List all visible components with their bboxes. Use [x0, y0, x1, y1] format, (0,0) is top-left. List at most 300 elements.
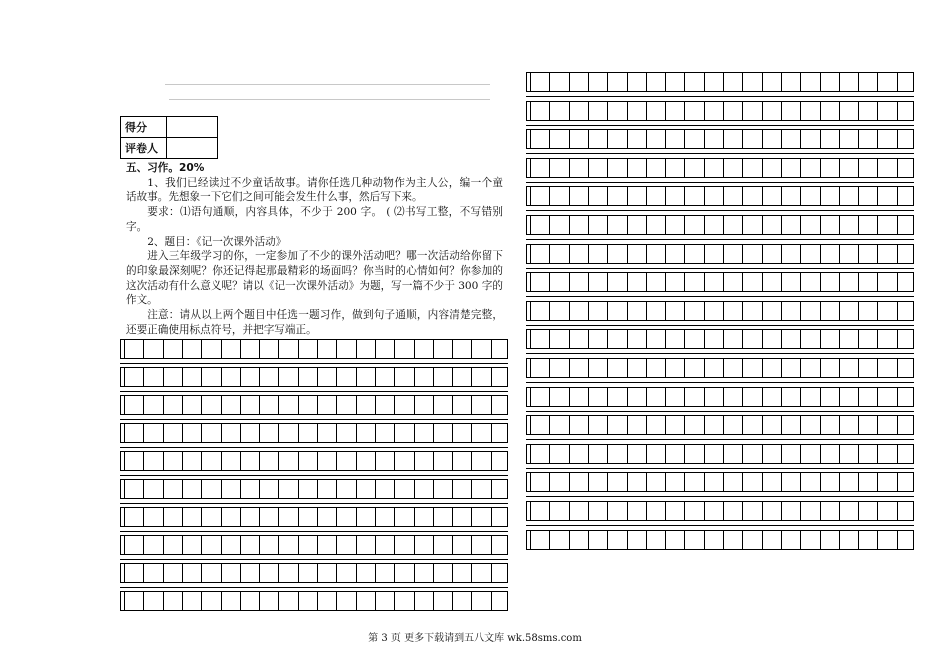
grid-cell-line [182, 340, 183, 358]
grid-cell-line [877, 302, 878, 320]
grid-cell-line [588, 130, 589, 148]
grid-cell-line [530, 130, 531, 148]
grid-cell-line [317, 368, 318, 386]
grid-cell-line [684, 531, 685, 549]
grid-cell-line [723, 330, 724, 348]
grid-cell-line [858, 445, 859, 463]
grid-cell-line [143, 340, 144, 358]
grid-cell-line [839, 245, 840, 263]
writing-section [126, 161, 503, 337]
grid-row[interactable] [526, 101, 914, 121]
grid-cell-line [646, 102, 647, 120]
grid-cell-line [124, 396, 125, 414]
grid-row[interactable] [526, 272, 914, 292]
grid-cell-line [259, 452, 260, 470]
grid-cell-line [569, 130, 570, 148]
grid-cell-line [627, 273, 628, 291]
grid-cell-line [530, 473, 531, 491]
grid-cell-line [684, 416, 685, 434]
grid-cell-line [201, 452, 202, 470]
grid-cell-line [684, 302, 685, 320]
grid-row-separator [526, 468, 914, 469]
grid-row[interactable] [120, 423, 508, 443]
grid-cell-line [433, 424, 434, 442]
grid-cell-line [684, 159, 685, 177]
grid-cell-line [665, 273, 666, 291]
grid-cell-line [839, 302, 840, 320]
grid-cell-line [665, 416, 666, 434]
grid-cell-line [394, 368, 395, 386]
grid-cell-line [665, 130, 666, 148]
grid-cell-line [800, 216, 801, 234]
grid-cell-line [588, 473, 589, 491]
grid-cell-line [858, 245, 859, 263]
grid-row[interactable] [526, 387, 914, 407]
grid-cell-line [704, 273, 705, 291]
grid-cell-line [452, 564, 453, 582]
grid-cell-line [723, 531, 724, 549]
grid-cell-line [839, 445, 840, 463]
grid-cell-line [530, 445, 531, 463]
grid-cell-line [394, 480, 395, 498]
grid-cell-line [723, 302, 724, 320]
grid-row[interactable] [120, 535, 508, 555]
grid-cell-line [646, 216, 647, 234]
grid-cell-line [182, 592, 183, 610]
grid-row-separator [526, 439, 914, 440]
grid-cell-line [877, 102, 878, 120]
grid-cell-line [800, 359, 801, 377]
grid-cell-line [781, 159, 782, 177]
grid-cell-line [336, 508, 337, 526]
grid-row-separator [526, 382, 914, 383]
grid-cell-line [684, 473, 685, 491]
grid-cell-line [877, 187, 878, 205]
grid-cell-line [607, 445, 608, 463]
grid-cell-line [665, 245, 666, 263]
grid-cell-line [800, 273, 801, 291]
grid-cell-line [627, 302, 628, 320]
grid-cell-line [182, 564, 183, 582]
grid-cell-line [471, 536, 472, 554]
grid-cell-line [762, 159, 763, 177]
grid-cell-line [723, 245, 724, 263]
grid-cell-line [781, 216, 782, 234]
grid-cell-line [452, 452, 453, 470]
grid-cell-line [414, 480, 415, 498]
grid-cell-line [356, 396, 357, 414]
grid-cell-line [665, 187, 666, 205]
grid-cell-line [221, 368, 222, 386]
grid-cell-line [278, 368, 279, 386]
grid-cell-line [858, 273, 859, 291]
grid-cell-line [588, 359, 589, 377]
grid-cell-line [742, 302, 743, 320]
grid-row[interactable] [120, 507, 508, 527]
grid-cell-line [607, 359, 608, 377]
grid-cell-line [781, 273, 782, 291]
grid-cell-line [897, 416, 898, 434]
grid-cell-line [298, 368, 299, 386]
grid-cell-line [569, 216, 570, 234]
prompt-one: 1、我们已经读过不少童话故事。请你任选几种动物作为主人公，编一个童话故事。先想象一下它们之间可能会发生什么事，然后写下来。 [126, 176, 503, 204]
score-field[interactable] [167, 117, 218, 138]
page-footer: 第 3 页 更多下载请到五八文库 wk.58sms.com [368, 633, 582, 644]
grid-row-separator [526, 210, 914, 211]
grid-cell-line [278, 452, 279, 470]
grid-cell-line [549, 445, 550, 463]
grader-field[interactable] [167, 138, 218, 159]
grid-cell-line [820, 388, 821, 406]
grid-cell-line [433, 368, 434, 386]
grid-cell-line [569, 445, 570, 463]
grid-row[interactable] [526, 530, 914, 550]
grid-row[interactable] [120, 367, 508, 387]
grid-cell-line [877, 73, 878, 91]
grid-cell-line [762, 273, 763, 291]
grid-cell-line [356, 480, 357, 498]
grid-cell-line [665, 330, 666, 348]
grid-cell-line [646, 388, 647, 406]
grid-cell-line [240, 424, 241, 442]
grid-cell-line [877, 473, 878, 491]
grid-row[interactable] [526, 415, 914, 435]
grid-row-separator [120, 531, 508, 532]
grid-cell-line [839, 216, 840, 234]
grid-cell-line [549, 159, 550, 177]
grid-cell-line [375, 536, 376, 554]
grid-row-separator [526, 525, 914, 526]
grid-cell-line [704, 187, 705, 205]
grid-cell-line [375, 508, 376, 526]
grid-cell-line [375, 368, 376, 386]
grid-cell-line [646, 502, 647, 520]
grid-cell-line [897, 359, 898, 377]
grid-cell-line [646, 187, 647, 205]
grid-cell-line [877, 130, 878, 148]
grid-cell-line [433, 564, 434, 582]
grid-cell-line [627, 502, 628, 520]
grid-cell-line [530, 102, 531, 120]
grid-cell-line [627, 359, 628, 377]
grid-cell-line [607, 273, 608, 291]
grid-cell-line [298, 480, 299, 498]
grid-cell-line [800, 502, 801, 520]
grid-cell-line [240, 340, 241, 358]
grid-row[interactable] [526, 501, 914, 521]
grid-cell-line [278, 564, 279, 582]
grid-cell-line [704, 416, 705, 434]
score-table [120, 116, 218, 159]
grid-cell-line [588, 502, 589, 520]
grid-cell-line [356, 592, 357, 610]
grid-cell-line [298, 452, 299, 470]
grid-cell-line [877, 531, 878, 549]
grid-cell-line [471, 368, 472, 386]
grid-cell-line [704, 302, 705, 320]
grid-cell-line [820, 130, 821, 148]
grid-cell-line [781, 73, 782, 91]
grid-cell-line [569, 187, 570, 205]
grid-cell-line [414, 592, 415, 610]
grid-cell-line [897, 102, 898, 120]
grid-cell-line [375, 424, 376, 442]
grid-cell-line [259, 368, 260, 386]
grid-cell-line [858, 359, 859, 377]
grid-cell-line [800, 445, 801, 463]
grid-row[interactable] [120, 339, 508, 359]
grid-cell-line [394, 396, 395, 414]
grid-cell-line [723, 187, 724, 205]
grid-row[interactable] [120, 451, 508, 471]
grid-cell-line [471, 592, 472, 610]
grid-cell-line [569, 302, 570, 320]
grid-cell-line [646, 245, 647, 263]
grid-cell-line [356, 424, 357, 442]
grid-cell-line [839, 130, 840, 148]
grid-cell-line [839, 73, 840, 91]
grid-row-separator [526, 125, 914, 126]
grid-cell-line [452, 480, 453, 498]
grid-cell-line [897, 73, 898, 91]
grid-cell-line [201, 508, 202, 526]
grid-cell-line [317, 424, 318, 442]
grid-cell-line [298, 592, 299, 610]
grid-cell-line [762, 130, 763, 148]
grid-cell-line [607, 73, 608, 91]
grid-cell-line [530, 159, 531, 177]
grid-cell-line [394, 564, 395, 582]
grid-cell-line [820, 445, 821, 463]
grid-cell-line [336, 368, 337, 386]
grid-row[interactable] [120, 479, 508, 499]
grid-cell-line [588, 273, 589, 291]
grid-cell-line [414, 340, 415, 358]
grid-cell-line [201, 536, 202, 554]
grid-cell-line [800, 73, 801, 91]
grid-cell-line [452, 592, 453, 610]
grid-cell-line [820, 216, 821, 234]
grid-cell-line [375, 480, 376, 498]
grid-cell-line [607, 130, 608, 148]
grid-cell-line [704, 245, 705, 263]
grid-row-separator [526, 153, 914, 154]
grid-cell-line [607, 531, 608, 549]
grid-cell-line [201, 340, 202, 358]
grid-cell-line [414, 368, 415, 386]
grid-cell-line [433, 536, 434, 554]
grid-cell-line [858, 388, 859, 406]
grid-cell-line [742, 502, 743, 520]
grid-cell-line [471, 424, 472, 442]
grid-cell-line [124, 340, 125, 358]
grid-cell-line [820, 73, 821, 91]
grid-cell-line [317, 536, 318, 554]
grid-cell-line [646, 416, 647, 434]
grid-row[interactable] [526, 186, 914, 206]
grid-cell-line [143, 592, 144, 610]
grid-cell-line [839, 359, 840, 377]
grid-cell-line [221, 508, 222, 526]
grid-row[interactable] [526, 444, 914, 464]
grid-cell-line [588, 159, 589, 177]
grid-cell-line [781, 187, 782, 205]
grid-cell-line [646, 73, 647, 91]
grid-row[interactable] [526, 72, 914, 92]
grid-cell-line [491, 480, 492, 498]
grid-cell-line [762, 302, 763, 320]
grid-cell-line [452, 424, 453, 442]
grid-cell-line [356, 508, 357, 526]
grid-cell-line [240, 508, 241, 526]
grid-cell-line [433, 592, 434, 610]
grid-cell-line [820, 159, 821, 177]
grid-row[interactable] [120, 563, 508, 583]
grid-cell-line [820, 473, 821, 491]
grid-cell-line [858, 73, 859, 91]
grid-row[interactable] [526, 215, 914, 235]
grid-cell-line [723, 216, 724, 234]
grid-cell-line [627, 416, 628, 434]
grid-cell-line [491, 508, 492, 526]
grid-cell-line [201, 564, 202, 582]
grid-cell-line [897, 187, 898, 205]
grid-cell-line [627, 216, 628, 234]
grid-cell-line [124, 480, 125, 498]
grid-cell-line [704, 216, 705, 234]
grid-row-separator [120, 419, 508, 420]
grid-cell-line [704, 330, 705, 348]
grid-cell-line [839, 330, 840, 348]
grid-cell-line [530, 73, 531, 91]
grid-cell-line [742, 416, 743, 434]
grid-cell-line [298, 508, 299, 526]
grid-cell-line [491, 564, 492, 582]
grid-cell-line [781, 502, 782, 520]
grid-cell-line [704, 445, 705, 463]
grid-cell-line [259, 480, 260, 498]
grid-cell-line [684, 388, 685, 406]
grid-cell-line [394, 340, 395, 358]
grid-cell-line [588, 416, 589, 434]
grid-cell-line [201, 592, 202, 610]
grid-cell-line [240, 368, 241, 386]
grid-row[interactable] [120, 395, 508, 415]
grid-cell-line [491, 424, 492, 442]
grid-cell-line [607, 159, 608, 177]
grid-cell-line [124, 424, 125, 442]
writing-grid-left [120, 339, 508, 611]
grid-cell-line [858, 473, 859, 491]
grid-cell-line [221, 480, 222, 498]
grid-cell-line [163, 396, 164, 414]
grid-cell-line [394, 452, 395, 470]
grid-cell-line [317, 564, 318, 582]
grid-cell-line [549, 102, 550, 120]
grid-cell-line [723, 359, 724, 377]
grid-cell-line [781, 102, 782, 120]
grid-cell-line [182, 508, 183, 526]
grid-cell-line [723, 416, 724, 434]
grid-cell-line [665, 473, 666, 491]
grid-cell-line [627, 445, 628, 463]
grid-row[interactable] [526, 244, 914, 264]
grid-cell-line [163, 536, 164, 554]
grid-cell-line [665, 359, 666, 377]
grid-cell-line [182, 452, 183, 470]
grid-cell-line [858, 216, 859, 234]
grid-row[interactable] [526, 301, 914, 321]
grid-cell-line [549, 273, 550, 291]
grid-cell-line [278, 592, 279, 610]
grid-cell-line [569, 388, 570, 406]
grid-cell-line [800, 388, 801, 406]
grid-cell-line [858, 159, 859, 177]
grid-cell-line [569, 359, 570, 377]
grid-row[interactable] [526, 472, 914, 492]
grid-cell-line [221, 452, 222, 470]
grid-row-separator [120, 475, 508, 476]
grid-cell-line [240, 452, 241, 470]
grid-cell-line [684, 359, 685, 377]
grid-cell-line [800, 531, 801, 549]
section-heading: 五、习作。20% [126, 162, 205, 174]
grid-cell-line [820, 187, 821, 205]
grid-row[interactable] [526, 158, 914, 178]
grid-cell-line [221, 564, 222, 582]
grid-cell-line [742, 359, 743, 377]
grid-cell-line [704, 73, 705, 91]
grid-cell-line [298, 340, 299, 358]
grid-cell-line [839, 416, 840, 434]
grid-row[interactable] [526, 329, 914, 349]
grid-cell-line [530, 302, 531, 320]
grid-cell-line [394, 508, 395, 526]
grid-cell-line [684, 245, 685, 263]
grid-cell-line [182, 424, 183, 442]
grid-cell-line [143, 536, 144, 554]
grid-cell-line [723, 473, 724, 491]
grid-cell-line [762, 216, 763, 234]
grid-cell-line [877, 216, 878, 234]
grid-cell-line [569, 73, 570, 91]
grid-cell-line [646, 159, 647, 177]
grid-cell-line [723, 502, 724, 520]
grid-cell-line [530, 216, 531, 234]
grid-cell-line [336, 424, 337, 442]
grid-cell-line [569, 159, 570, 177]
grid-cell-line [163, 564, 164, 582]
grid-cell-line [163, 480, 164, 498]
grid-cell-line [336, 480, 337, 498]
grid-cell-line [356, 536, 357, 554]
grid-cell-line [471, 564, 472, 582]
grid-cell-line [820, 273, 821, 291]
grid-cell-line [375, 592, 376, 610]
grid-cell-line [124, 536, 125, 554]
grid-cell-line [143, 424, 144, 442]
grid-cell-line [317, 480, 318, 498]
grid-cell-line [240, 592, 241, 610]
grid-row[interactable] [120, 591, 508, 611]
grid-cell-line [317, 508, 318, 526]
grid-row[interactable] [526, 129, 914, 149]
grid-cell-line [742, 445, 743, 463]
grid-cell-line [549, 130, 550, 148]
grid-row[interactable] [526, 358, 914, 378]
grid-cell-line [877, 359, 878, 377]
grid-cell-line [452, 508, 453, 526]
